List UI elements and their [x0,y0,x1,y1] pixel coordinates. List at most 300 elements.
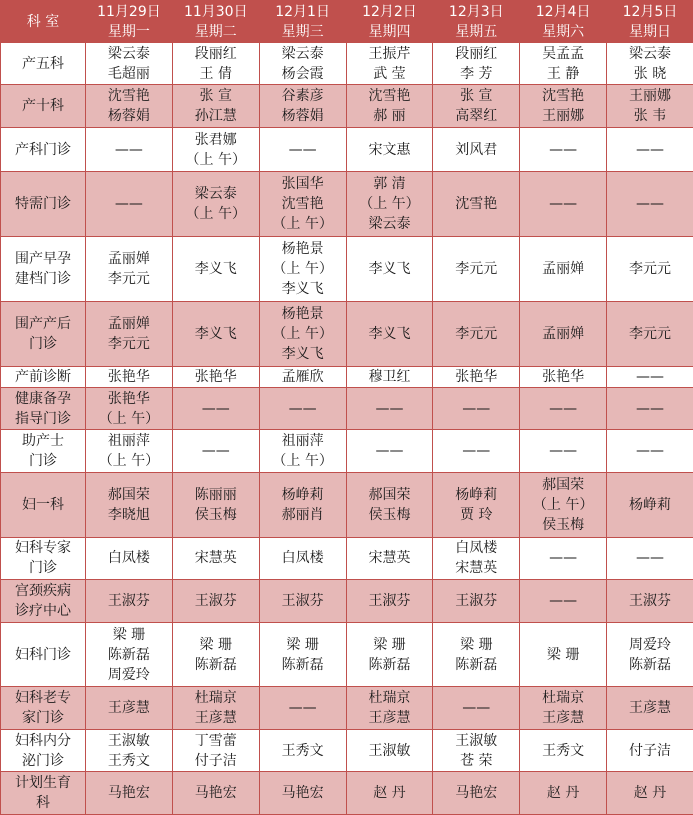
shift-cell [607,772,693,815]
schedule-row [1,622,693,687]
staff-name: 孙江慧 [194,108,237,125]
staff-name: 沈雪艳 [281,196,324,213]
shift-cell [346,622,433,687]
staff-name: （上 午） [272,216,333,233]
staff-name: —— [375,400,404,417]
dept-cell [1,127,86,172]
shift-cell [607,127,693,172]
shift-cell [86,43,173,85]
shift-cell [86,729,173,771]
shift-cell [172,85,259,127]
staff-name: —— [635,141,664,158]
dept-name-line: 助产士 [22,433,64,450]
staff-name: 王彦慧 [368,710,411,727]
staff-name: 马艳宏 [107,785,150,802]
shift-cell [433,172,520,237]
shift-cell [86,430,173,472]
shift-cell [259,127,346,172]
shift-cell [259,430,346,472]
staff-name: 王淑芬 [368,592,411,609]
shift-cell [520,622,607,687]
staff-name: 宋慧英 [194,550,237,567]
staff-name: 王 倩 [199,65,232,82]
staff-name: 郝国荣 [107,486,150,503]
dept-cell [1,301,86,366]
staff-name: 白凤楼 [281,550,324,567]
shift-cell [433,622,520,687]
staff-name: （上 午） [272,325,333,342]
staff-name: 宋慧英 [368,550,411,567]
dept-name-line: 围产早孕 [15,251,71,268]
dept-cell [1,366,86,387]
day-weekday: 星期五 [455,23,498,40]
day-header [520,1,607,43]
dept-name-line: 产科门诊 [15,141,71,158]
dept-cell [1,387,86,429]
staff-name: 苍 荣 [460,752,493,769]
staff-name: 王丽娜 [628,88,671,105]
staff-name: 孟丽婵 [542,325,585,342]
shift-cell [172,387,259,429]
day-weekday: 星期一 [107,23,150,40]
staff-name: 杨峥莉 [628,496,671,513]
staff-name: 郝国荣 [542,476,585,493]
shift-cell [346,537,433,579]
shift-cell [433,580,520,622]
staff-name: 梁云泰 [107,45,150,62]
day-date: 12月3日 [448,3,504,20]
staff-name: —— [462,700,491,717]
shift-cell [259,537,346,579]
day-weekday: 星期四 [368,23,411,40]
staff-name: 丁雪蕾 [194,732,237,749]
staff-name: —— [201,443,230,460]
staff-name: 梁云泰 [281,45,324,62]
staff-name: （上 午） [98,453,160,470]
schedule-row [1,366,693,387]
header-row [1,1,693,43]
staff-name: 沈雪艳 [107,88,150,105]
shift-cell [607,430,693,472]
staff-name: 李元元 [628,325,671,342]
staff-name: 杜瑞京 [368,690,411,707]
staff-name: 周爱玲 [628,636,671,653]
staff-name: 李义飞 [281,281,324,298]
staff-name: —— [635,196,664,213]
shift-cell [520,580,607,622]
staff-name: 杨蓉娟 [281,108,324,125]
staff-name: 马艳宏 [455,785,498,802]
staff-name: 李元元 [628,261,671,278]
staff-name: 陈新磊 [107,646,150,663]
staff-name: 杨艳景 [281,241,324,258]
staff-name: 谷素彦 [281,88,324,105]
staff-name: —— [114,196,143,213]
staff-name: 张 宣 [460,88,493,105]
staff-name: 郝丽肖 [281,506,324,523]
dept-name-line: 门诊 [29,335,57,352]
staff-name: 梁 珊 [546,646,580,663]
day-header [86,1,173,43]
shift-cell [259,580,346,622]
staff-name: 郭 清 [373,176,406,193]
shift-cell [346,127,433,172]
day-date: 11月29日 [97,3,161,20]
staff-name: 王振芹 [368,45,411,62]
day-date: 12月1日 [275,3,330,20]
shift-cell [346,172,433,237]
day-header [259,1,346,43]
staff-name: 沈雪艳 [455,196,498,213]
dept-name-line: 妇科内分 [15,732,71,749]
staff-name: （上 午） [272,261,333,278]
shift-cell [520,772,607,815]
staff-name: 张艳华 [455,368,498,385]
day-weekday: 星期日 [628,23,671,40]
staff-name: 张艳华 [542,368,585,385]
staff-name: 张艳华 [194,368,237,385]
shift-cell [433,301,520,366]
staff-name: 杨艳景 [281,305,324,322]
shift-cell [607,687,693,729]
staff-name: —— [549,592,578,609]
shift-cell [172,366,259,387]
staff-name: 沈雪艳 [368,88,411,105]
staff-name: 王淑敏 [107,732,150,749]
staff-name: 武 莹 [373,65,406,82]
schedule-row [1,127,693,172]
shift-cell [346,772,433,815]
staff-name: 杨峥莉 [281,486,324,503]
dept-cell [1,430,86,472]
shift-cell [259,772,346,815]
shift-cell [520,366,607,387]
dept-cell [1,687,86,729]
staff-name: 张艳华 [107,368,150,385]
shift-cell [172,622,259,687]
shift-cell [520,430,607,472]
schedule-body [1,43,693,815]
shift-cell [172,729,259,771]
staff-name: 杜瑞京 [194,690,237,707]
shift-cell [520,387,607,429]
dept-name-line: 家门诊 [22,710,64,727]
day-weekday: 星期二 [194,23,237,40]
shift-cell [86,580,173,622]
schedule-row [1,687,693,729]
day-header [607,1,693,43]
day-header [172,1,259,43]
staff-name: 王彦慧 [194,710,237,727]
shift-cell [607,472,693,537]
shift-cell [346,472,433,537]
staff-name: —— [462,400,491,417]
shift-cell [86,237,173,302]
shift-cell [433,729,520,771]
shift-cell [172,537,259,579]
staff-name: 张君娜 [194,131,237,148]
staff-name: 祖丽萍 [107,433,150,450]
staff-name: —— [635,550,664,567]
staff-name: 王淑芬 [628,592,671,609]
staff-name: 王淑芬 [455,592,498,609]
shift-cell [433,237,520,302]
day-date: 12月2日 [362,3,417,20]
staff-name: 郝国荣 [368,486,411,503]
dept-name-line: 宫颈疾病 [15,582,71,599]
shift-cell [346,366,433,387]
schedule-row [1,430,693,472]
shift-cell [346,43,433,85]
staff-name: （上 午） [185,151,246,168]
staff-name: 郝 丽 [373,108,406,125]
shift-cell [86,687,173,729]
staff-name: 沈雪艳 [542,88,585,105]
shift-cell [346,387,433,429]
staff-name: —— [375,443,404,460]
shift-cell [259,687,346,729]
day-weekday: 星期三 [281,23,324,40]
shift-cell [607,85,693,127]
staff-name: 李义飞 [368,325,411,342]
dept-name-line: 计划生育 [15,775,71,792]
dept-name-line: 妇一科 [22,496,64,513]
staff-name: 马艳宏 [194,785,237,802]
dept-name-line: 科 [36,795,50,812]
dept-name-line: 指导门诊 [15,410,71,427]
shift-cell [433,43,520,85]
staff-name: 侯玉梅 [368,506,411,523]
staff-name: （上 午） [359,196,420,213]
staff-name: 赵 丹 [546,785,580,802]
shift-cell [172,43,259,85]
staff-name: 李元元 [107,271,150,288]
shift-cell [86,537,173,579]
dept-cell [1,622,86,687]
shift-cell [172,580,259,622]
staff-name: 李晓旭 [107,506,150,523]
staff-name: 周爱玲 [107,666,150,683]
dept-header [1,1,86,43]
staff-name: 付子洁 [194,752,237,769]
schedule-row [1,729,693,771]
shift-cell [607,729,693,771]
dept-cell [1,472,86,537]
staff-name: —— [635,443,664,460]
schedule-row [1,772,693,815]
shift-cell [259,472,346,537]
staff-name: 孟丽婵 [107,315,150,332]
staff-name: 马艳宏 [281,785,324,802]
staff-name: 梁 珊 [460,636,493,653]
staff-name: —— [549,196,578,213]
staff-name: 李义飞 [368,261,411,278]
staff-name: 毛超丽 [107,65,150,82]
staff-name: 王彦慧 [107,700,150,717]
shift-cell [346,687,433,729]
shift-cell [259,172,346,237]
staff-name: 张 晓 [633,65,667,82]
staff-name: 张艳华 [107,390,150,407]
shift-cell [520,85,607,127]
shift-cell [607,301,693,366]
shift-cell [86,85,173,127]
staff-name: 梁 珊 [373,636,406,653]
shift-cell [607,622,693,687]
staff-name: 付子洁 [628,742,671,759]
shift-cell [172,127,259,172]
staff-name: 王秀文 [107,752,150,769]
staff-name: 高翠红 [455,108,498,125]
staff-name: 张国华 [281,176,324,193]
dept-name-line: 妇科门诊 [15,646,71,663]
shift-cell [172,772,259,815]
day-date: 11月30日 [183,3,248,20]
staff-name: 宋文惠 [368,141,411,158]
schedule-row [1,580,693,622]
shift-cell [259,237,346,302]
staff-name: —— [288,141,317,158]
staff-name: 杜瑞京 [542,690,585,707]
shift-cell [433,772,520,815]
dept-cell [1,580,86,622]
dept-cell [1,729,86,771]
staff-name: 王淑敏 [455,732,498,749]
dept-header-label: 科 室 [26,13,60,30]
shift-cell [607,366,693,387]
dept-cell [1,537,86,579]
staff-name: 梁云泰 [194,186,237,203]
staff-name: 梁 珊 [199,636,232,653]
staff-name: 杨峥莉 [455,486,498,503]
staff-name: —— [549,400,578,417]
staff-name: 王秀文 [281,742,324,759]
staff-name: 李义飞 [281,345,324,362]
staff-name: 李义飞 [194,261,237,278]
staff-name: 陈新磊 [281,656,324,673]
shift-cell [607,43,693,85]
staff-name: 陈新磊 [628,656,671,673]
shift-cell [86,772,173,815]
shift-cell [520,172,607,237]
shift-cell [259,301,346,366]
shift-cell [172,301,259,366]
shift-cell [346,580,433,622]
staff-name: 陈新磊 [194,656,237,673]
staff-name: 王丽娜 [542,108,585,125]
shift-cell [433,537,520,579]
staff-name: —— [549,550,578,567]
staff-name: 王淑芬 [281,592,324,609]
staff-name: —— [288,400,317,417]
shift-cell [346,301,433,366]
staff-name: —— [635,368,664,385]
schedule-row [1,172,693,237]
dept-cell [1,172,86,237]
staff-name: —— [288,700,317,717]
day-header [433,1,520,43]
schedule-row [1,387,693,429]
staff-name: —— [114,141,143,158]
schedule-row [1,237,693,302]
staff-name: 李义飞 [194,325,237,342]
shift-cell [259,43,346,85]
shift-cell [520,301,607,366]
staff-name: 王淑芬 [107,592,150,609]
staff-name: 赵 丹 [373,785,406,802]
staff-name: 王秀文 [542,742,585,759]
shift-cell [520,127,607,172]
staff-name: 梁云泰 [628,45,671,62]
staff-name: 王 静 [546,65,580,82]
staff-name: 李元元 [455,261,498,278]
shift-cell [520,537,607,579]
dept-name-line: 健康备孕 [15,390,71,407]
staff-name: 侯玉梅 [542,516,585,533]
dept-cell [1,237,86,302]
staff-name: （上 午） [185,206,246,223]
shift-cell [172,237,259,302]
shift-cell [172,172,259,237]
dept-name-line: 围产产后 [15,315,71,332]
shift-cell [346,237,433,302]
day-weekday: 星期六 [542,23,585,40]
staff-name: 穆卫红 [368,368,411,385]
staff-name: 李元元 [455,325,498,342]
staff-name: 梁云泰 [368,216,411,233]
staff-name: 王淑芬 [194,592,237,609]
dept-cell [1,43,86,85]
staff-name: 吴孟孟 [542,45,585,62]
shift-cell [259,366,346,387]
shift-cell [520,237,607,302]
shift-cell [520,687,607,729]
day-date: 12月5日 [622,3,678,20]
shift-cell [346,430,433,472]
shift-cell [259,387,346,429]
staff-name: 张 宣 [199,88,232,105]
shift-cell [172,472,259,537]
dept-name-line: 门诊 [29,560,57,577]
shift-cell [607,537,693,579]
dept-name-line: 产十科 [22,98,64,115]
staff-name: 陈新磊 [455,656,498,673]
shift-cell [86,127,173,172]
shift-cell [520,472,607,537]
shift-cell [86,366,173,387]
staff-name: 李元元 [107,335,150,352]
staff-name: 王彦慧 [628,700,671,717]
shift-cell [433,85,520,127]
shift-cell [259,85,346,127]
schedule-row [1,537,693,579]
shift-cell [86,172,173,237]
shift-cell [433,366,520,387]
staff-name: （上 午） [272,453,333,470]
staff-name: 段丽红 [194,45,237,62]
staff-name: 刘风君 [455,141,498,158]
shift-cell [433,127,520,172]
staff-name: 张 韦 [633,108,667,125]
staff-name: 宋慧英 [455,560,498,577]
staff-name: 孟雁欣 [281,368,324,385]
staff-name: 白凤楼 [107,550,150,567]
staff-name: 段丽红 [455,45,498,62]
staff-name: 白凤楼 [455,540,498,557]
shift-cell [433,387,520,429]
staff-name: （上 午） [532,496,594,513]
dept-cell [1,772,86,815]
